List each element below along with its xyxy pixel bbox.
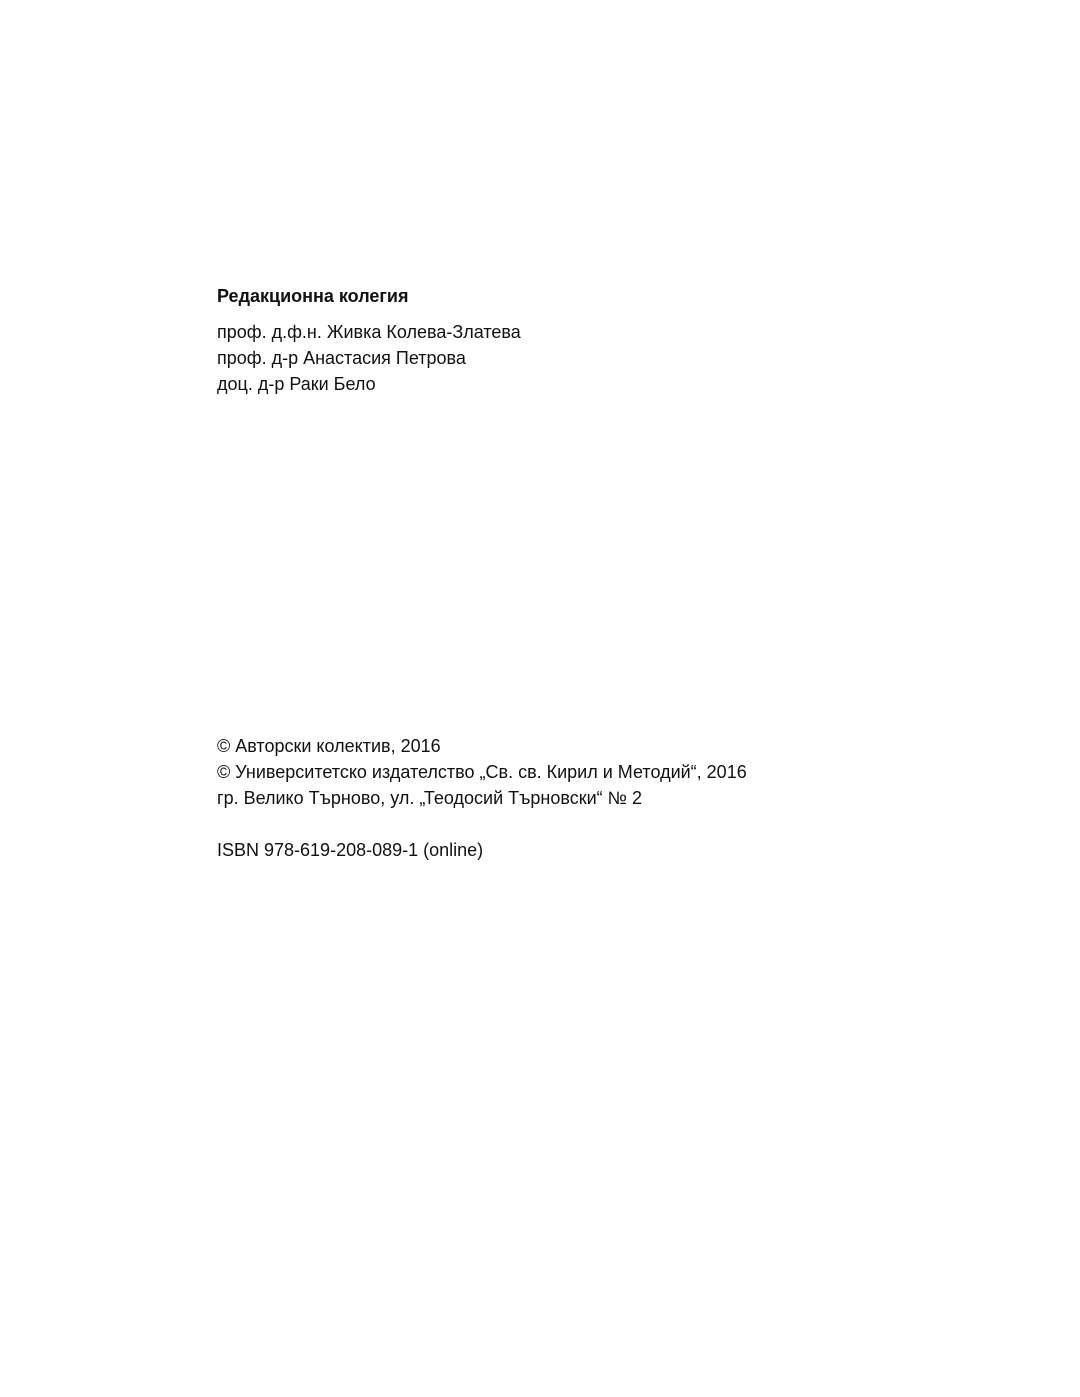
isbn-section: [217, 837, 483, 863]
editorial-board-member: проф. д.ф.н. Живка Колева-Златева: [217, 322, 521, 342]
editorial-board-member: доц. д-р Раки Бело: [217, 374, 376, 394]
copyright-section: [217, 733, 747, 811]
editorial-board-member: проф. д-р Анастасия Петрова: [217, 348, 466, 368]
editorial-board-heading: Редакционна колегия: [217, 286, 409, 306]
copyright-line-authors: © Авторски колектив, 2016: [217, 736, 441, 756]
copyright-line-publisher: © Университетско издателство „Св. св. Кирил и Методий“, 2016: [217, 762, 747, 782]
publisher-address: гр. Велико Търново, ул. „Теодосий Търновски“ № 2: [217, 788, 642, 808]
editorial-board-section: [217, 283, 521, 397]
isbn-number: ISBN 978-619-208-089-1 (online): [217, 840, 484, 860]
